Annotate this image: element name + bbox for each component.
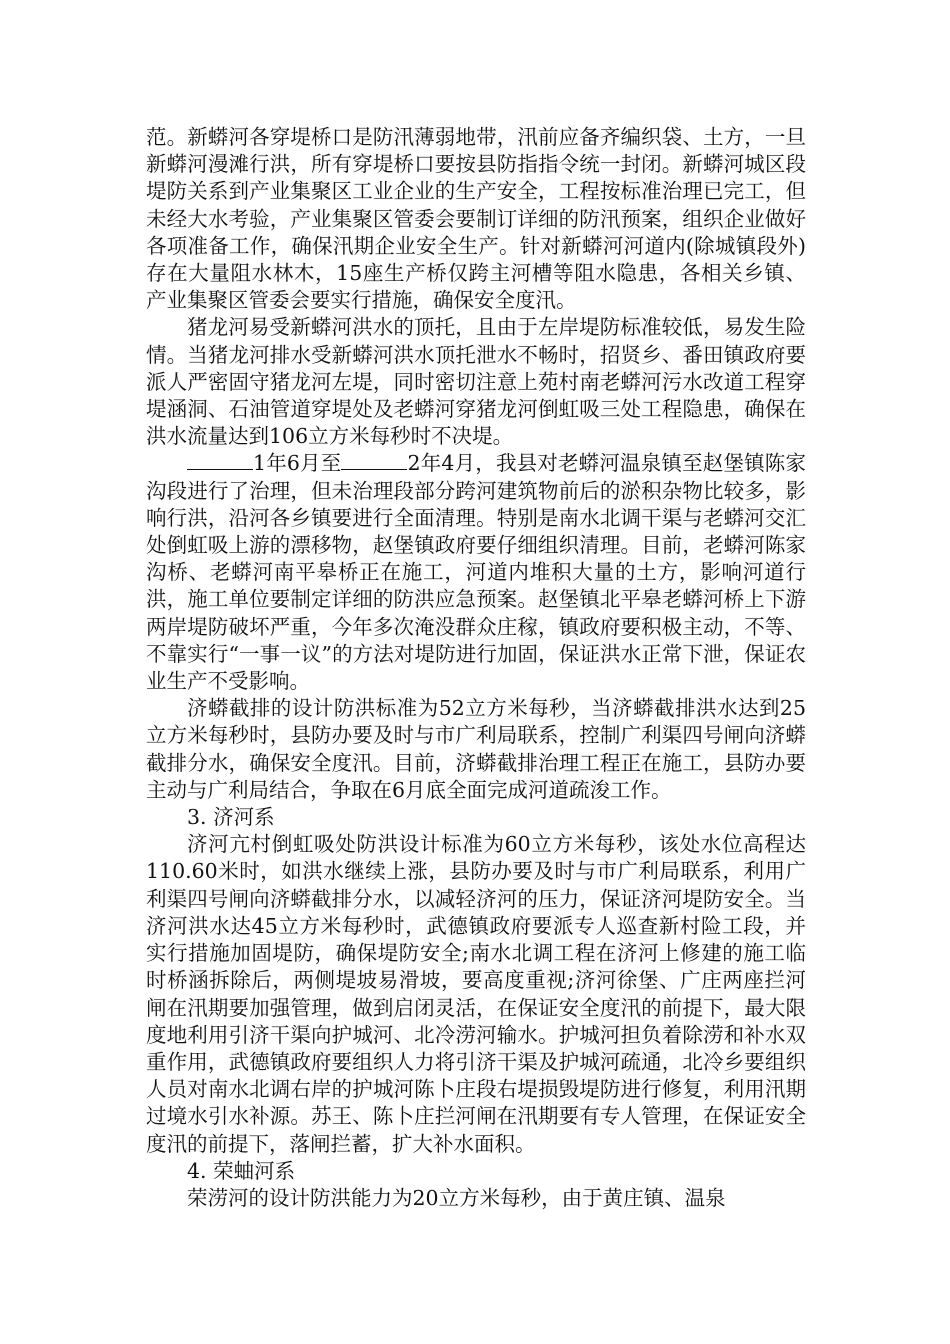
paragraph-xinmang-river: 范。新蟒河各穿堤桥口是防汛薄弱地带，汛前应备齐编织袋、土方，一旦新蟒河漫滩行洪，所有穿堤桥口要按县防指指令统一封闭。新蟒河城区段堤防关系到产业集聚区工业企业的生产安全，工程按标准治理已完工，但未经大水考验，产业集聚区管委会要制订详细的防汛预案，组织企业做好各项准备工作，确保汛期企业安全生产。针对新蟒河河道内(除城镇段外)存在大量阻水林木，15座生产桥仅跨主河槽等阻水隐患，各相关乡镇、产业集聚区管委会要实行措施，确保安全度汛。 bbox=[146, 125, 806, 313]
paragraph-laomang-river bbox=[146, 450, 806, 695]
year-blank-2 bbox=[341, 451, 407, 470]
document-body bbox=[146, 124, 806, 1212]
year-blank-1 bbox=[187, 451, 253, 470]
paragraph-jimang-jiepai: 济蟒截排的设计防洪标准为52立方米每秒，当济蟒截排洪水达到25立方米每秒时，县防办要及时与市广利局联系，控制广利渠四号闸向济蟒截排分水，确保安全度汛。目前，济蟒截排治理工程正在施工，县防办要主动与广利局结合，争取在6月底全面完成河道疏浚工作。 bbox=[146, 696, 806, 802]
paragraph-zhulong-river: 猪龙河易受新蟒河洪水的顶托，且由于左岸堤防标准较低，易发生险情。当猪龙河排水受新蟒河洪水顶托泄水不畅时，招贤乡、番田镇政府要派人严密固守猪龙河左堤，同时密切注意上苑村南老蟒河污水改道工程穿堤涵洞、石油管道穿堤处及老蟒河穿猪龙河倒虹吸三处工程隐患，确保在洪水流量达到106立方米每秒时不决堤。 bbox=[146, 315, 806, 449]
laomang-text-part-1: 1年6月至 bbox=[253, 451, 342, 476]
section-heading-rongyou-river: 4. 荣蚰河系 bbox=[187, 1158, 296, 1183]
section-heading-ji-river: 3. 济河系 bbox=[187, 805, 275, 830]
paragraph-ji-river: 济河亢村倒虹吸处防洪设计标准为60立方米每秒，该处水位高程达110.60米时，如洪水继续上涨，县防办要及时与市广利局联系，利用广利渠四号闸向济蟒截排分水，以减轻济河的压力，保证济河堤防安全。当济河洪水达45立方米每秒时，武德镇政府要派专人巡查新村险工段，并实行措施加固堤防，确保堤防安全;南水北调工程在济河上修建的施工临时桥涵拆除后，两侧堤坡易滑坡，要高度重视;济河徐堡、广庄两座拦河闸在汛期要加强管理，做到启闭灵活，在保证安全度汛的前提下，最大限度地利用引济干渠向护城河、北冷涝河输水。护城河担负着除涝和补水双重作用，武德镇政府要组织人力将引济干渠及护城河疏通，北冷乡要组织人员对南水北调右岸的护城河陈卜庄段右堤损毁堤防进行修复，利用汛期过境水引水补源。苏王、陈卜庄拦河闸在汛期要有专人管理，在保证安全度汛的前提下，落闸拦蓄，扩大补水面积。 bbox=[146, 832, 806, 1156]
paragraph-ronglao-river: 荣涝河的设计防洪能力为20立方米每秒，由于黄庄镇、温泉 bbox=[187, 1185, 726, 1210]
laomang-text-part-2: 2年4月，我县对老蟒河温泉镇至赵堡镇陈家沟段进行了治理，但未治理段部分跨河建筑物前后的淤积杂物比较多，影响行洪，沿河各乡镇要进行全面清理。特别是南水北调干渠与老蟒河交汇处倒虹吸上游的漂移物，赵堡镇政府要仔细组织清理。目前，老蟒河陈家沟桥、老蟒河南平皋桥正在施工，河道内堆积大量的土方，影响河道行洪，施工单位要制定详细的防洪应急预案。赵堡镇北平皋老蟒河桥上下游两岸堤防破坏严重，今年多次淹没群众庄稼，镇政府要积极主动，不等、不靠实行“一事一议”的方法对堤防进行加固，保证洪水正常下泄，保证农业生产不受影响。 bbox=[146, 451, 806, 694]
